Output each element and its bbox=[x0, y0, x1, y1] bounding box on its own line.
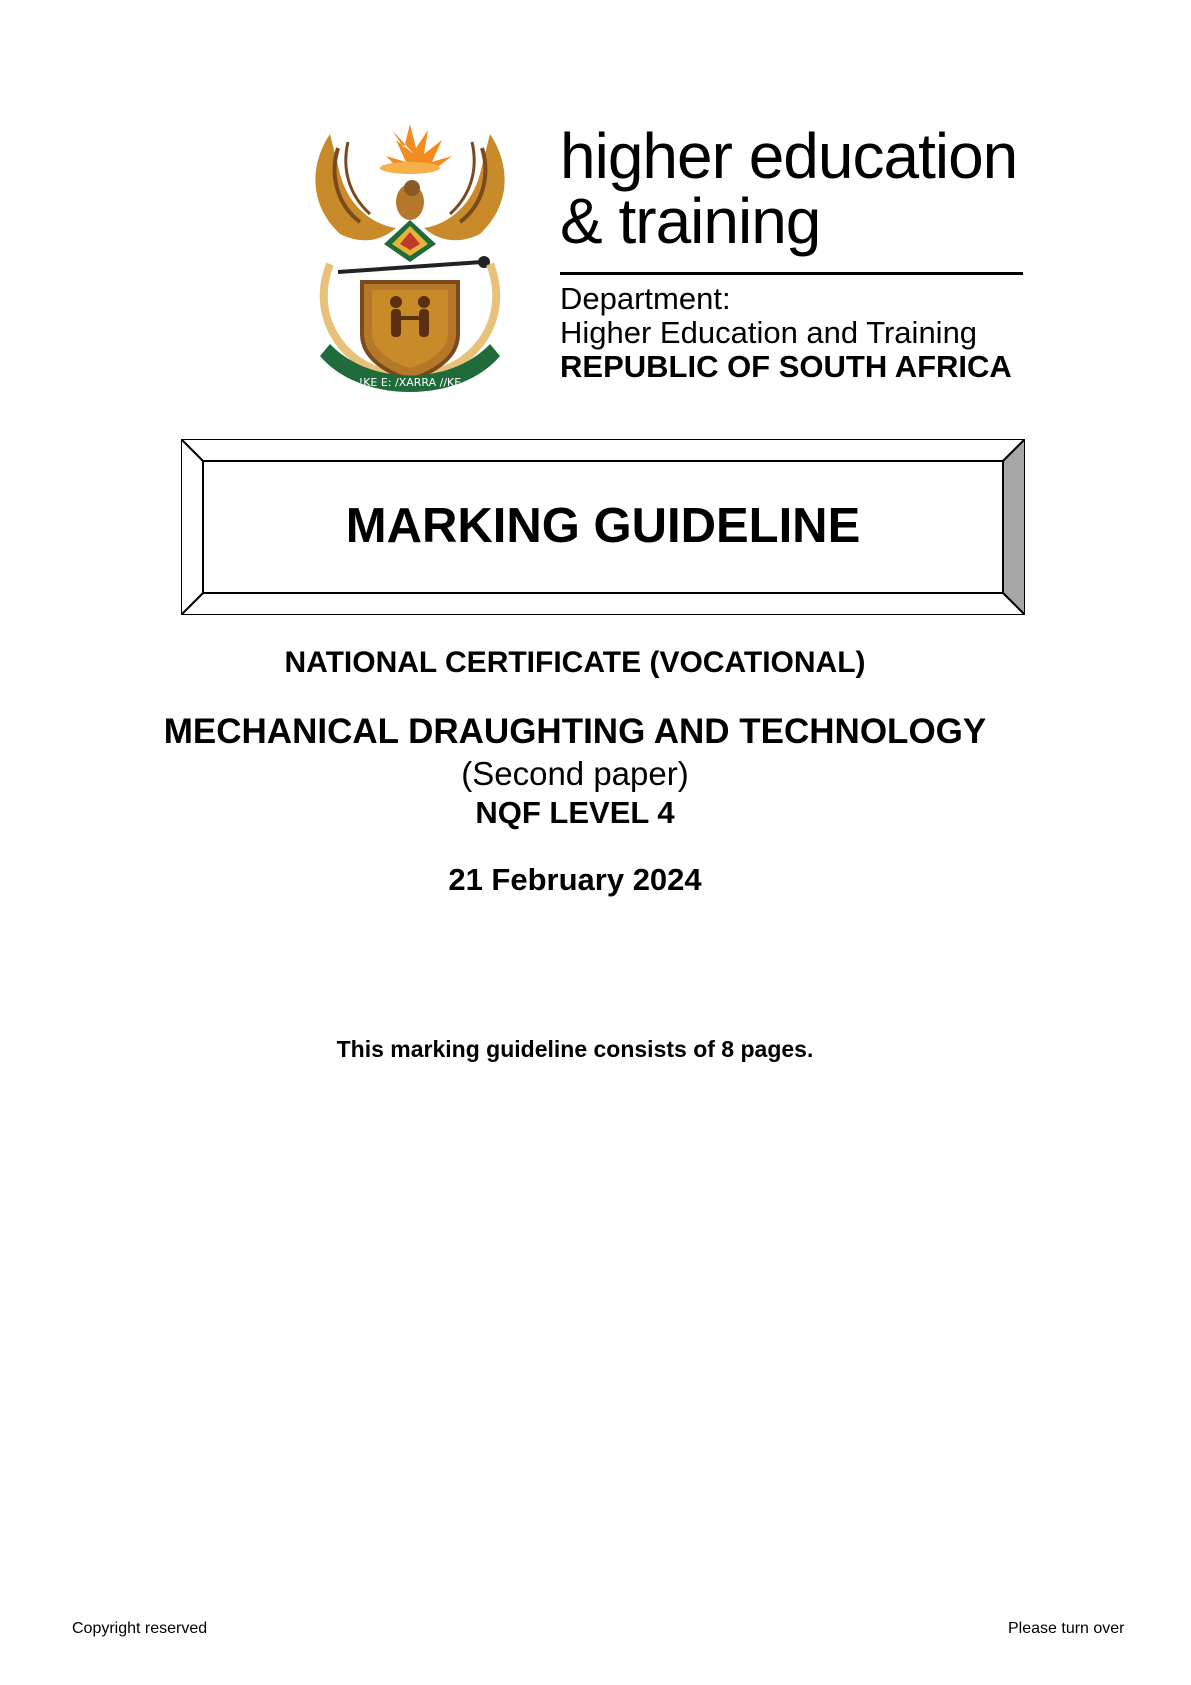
footer-turn-over: Please turn over bbox=[1008, 1620, 1125, 1637]
document-title: MARKING GUIDELINE bbox=[345, 499, 861, 553]
coat-of-arms-logo bbox=[300, 124, 520, 399]
certificate-name: NATIONAL CERTIFICATE (VOCATIONAL) bbox=[284, 646, 866, 679]
motto-text: !KE E: /XARRA //KE bbox=[358, 376, 462, 389]
paper-label: (Second paper) bbox=[461, 755, 689, 792]
nqf-level: NQF LEVEL 4 bbox=[475, 795, 675, 830]
department-name: Higher Education and Training bbox=[560, 315, 978, 350]
brand-line-2: & training bbox=[560, 185, 821, 257]
brand-divider bbox=[560, 272, 1023, 275]
page-count-note: This marking guideline consists of 8 pages. bbox=[336, 1036, 814, 1062]
exam-date: 21 February 2024 bbox=[448, 862, 702, 897]
subject-name: MECHANICAL DRAUGHTING AND TECHNOLOGY bbox=[163, 712, 987, 751]
department-label: Department: bbox=[560, 281, 731, 316]
country-name: REPUBLIC OF SOUTH AFRICA bbox=[560, 349, 1012, 384]
brand-line-1: higher education bbox=[560, 120, 1018, 192]
footer-copyright: Copyright reserved bbox=[72, 1620, 208, 1637]
sun-icon bbox=[380, 124, 452, 174]
